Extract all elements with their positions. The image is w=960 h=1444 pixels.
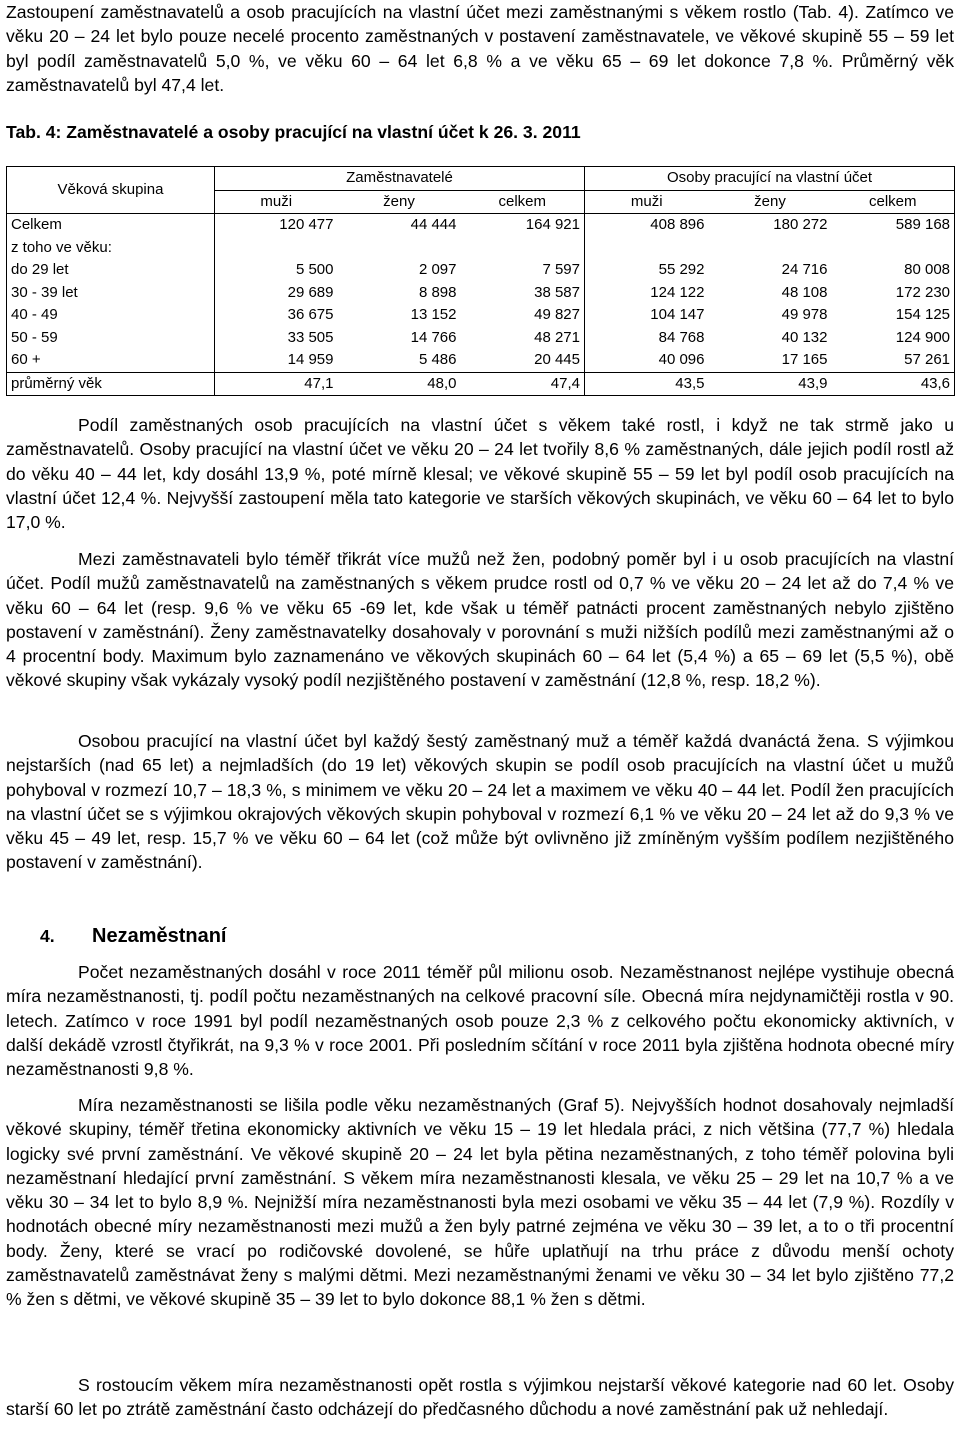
table-cell: 29 689 bbox=[287, 283, 334, 301]
table-cell: 408 896 bbox=[650, 216, 705, 234]
table-cell bbox=[215, 237, 338, 260]
table-cell: 120 477 bbox=[279, 216, 334, 234]
table-cell: 5 486 bbox=[418, 351, 457, 369]
table-cell: 124 122 bbox=[650, 283, 705, 301]
table-cell: 14 766 bbox=[410, 328, 457, 346]
table-cell: 84 768 bbox=[658, 328, 705, 346]
paragraph-gender-ratio: Mezi zaměstnavateli bylo téměř třikrát více mužů než žen, podobný poměr byl i u osob pracujících na vlastní účet. Podíl mužů zaměstnavatelů na zaměstnaných s věkem prudce rostl od 0,7 % ve věku 20 – 24 let až do 7,4 % ve věku 60 – 64 let (resp. 9,6 % ve věku 65 -69 let, kde však u téměř patnácti procent zaměstnaných nebylo zjištěno postavení v zaměstnání). Ženy zaměstnavatelky dosahovaly v porovnání s muži nižších podílů mezi zaměstnanými až o 4 procentní body. Maximum bylo zaznamenáno ve věkových skupinách 60 – 64 let (5,4 %) a 65 – 69 let (5,5 %), obě věkové skupiny však vykázaly vysoký podíl nezjištěného postavení v zaměstnání (12,8 %, resp. 18,2 %). bbox=[6, 549, 954, 691]
paragraph-self-employed: Podíl zaměstnaných osob pracujících na vlastní účet s věkem také rostl, i když ne tak strmě jako u zaměstnavatelů. Osoby pracující na vlastní účet ve věku 20 – 24 let tvořily 8,6 % zaměstnaných, dále jejich podíl rostl až do věku 40 – 44 let, kdy dosáhl 13,9 %, poté mírně klesal; ve věkové skupině 55 – 59 let byl podíl osob pracujících na vlastní účet 12,4 %. Nejvyšší zastoupení měla tato kategorie ve starších věkových skupinách, ve věku 60 – 64 let to bylo 17,0 %. bbox=[6, 415, 954, 533]
employers-table bbox=[6, 166, 955, 396]
table-cell: 43,9 bbox=[709, 372, 832, 396]
table-container bbox=[6, 166, 954, 396]
table-row bbox=[7, 372, 955, 396]
subheader-cell: celkem bbox=[461, 190, 585, 214]
table-cell: 57 261 bbox=[832, 349, 955, 372]
table-cell: 47,4 bbox=[461, 372, 585, 396]
table-row bbox=[7, 259, 955, 282]
section-number: 4. bbox=[40, 926, 55, 946]
table-cell: 13 152 bbox=[410, 306, 457, 324]
table-row bbox=[7, 237, 955, 260]
row-label: průměrný věk bbox=[7, 372, 215, 396]
row-label: 40 - 49 bbox=[7, 304, 215, 327]
intro-paragraph: Zastoupení zaměstnavatelů a osob pracujících na vlastní účet mezi zaměstnanými s věkem rostlo (Tab. 4). Zatímco ve věku 20 – 24 let bylo pouze necelé procento zaměstnaných v postavení zaměstnavatele, ve věkové skupině 55 – 59 let byl podíl zaměstnavatelů 5,0 %, ve věku 60 – 64 let 6,8 % a ve věku 65 – 69 let dokonce 7,8 %. Průměrný věk zaměstnavatelů byl 47,4 let. bbox=[6, 2, 954, 95]
table-cell: 49 978 bbox=[781, 306, 828, 324]
table-cell: 40 132 bbox=[781, 328, 828, 346]
table-cell: 154 125 bbox=[832, 304, 955, 327]
table-cell: 38 587 bbox=[461, 282, 585, 305]
table-cell bbox=[461, 237, 585, 260]
table-cell: 43,6 bbox=[832, 372, 955, 396]
subheader-cell: muži bbox=[585, 190, 709, 214]
subheader-cell: ženy bbox=[709, 190, 832, 214]
header-self-employed: Osoby pracující na vlastní účet bbox=[585, 167, 955, 191]
subheader-cell: muži bbox=[215, 190, 338, 214]
table-cell: 104 147 bbox=[650, 306, 705, 324]
table-cell: 172 230 bbox=[832, 282, 955, 305]
table-row bbox=[7, 282, 955, 305]
table-cell: 589 168 bbox=[832, 214, 955, 237]
row-label: do 29 let bbox=[7, 259, 215, 282]
table-cell: 8 898 bbox=[418, 283, 457, 301]
row-label: Celkem bbox=[7, 214, 215, 237]
table-cell: 2 097 bbox=[418, 261, 457, 279]
table-cell: 7 597 bbox=[461, 259, 585, 282]
table-cell: 20 445 bbox=[461, 349, 585, 372]
paragraph-unemployment-age: Míra nezaměstnanosti se lišila podle věku nezaměstnaných (Graf 5). Nejvyšších hodnot dosahovaly nejmladší věkové skupiny, téměř třetina ekonomicky aktivních ve věku 15 – 19 let hledala práci, z nich většina (77,7 %) hledala logicky své první zaměstnání. Ve věkové skupině 20 – 24 let byla pětina nezaměstnaných, z toho téměř polovina byli nezaměstnaní hledající první zaměstnání. S věkem míra nezaměstnanosti klesala, ve věku 25 – 29 let na 10,7 % a ve věku 30 – 34 let to bylo 8,9 %. Nejnižší míra nezaměstnanosti byla mezi osobami ve věku 35 – 44 let (7,9 %). Rozdíly v hodnotách obecné míry nezaměstnanosti mezi mužů a žen byly patrné zejména ve věku 30 – 39 let, a to o tři procentní body. Ženy, které se vrací po rodičovské dovolené, se hůře uplatňují na trhu práce z důvodu menší ochoty zaměstnavatelů zaměstnávat ženy s malými dětmi. Mezi nezaměstnanými ženami ve věku 30 – 34 let bylo zjištěno 77,2 % žen s dětmi, ve věkové skupině 35 – 39 let to bylo dokonce 88,1 % žen s dětmi. bbox=[6, 1095, 954, 1310]
table-cell bbox=[338, 237, 461, 260]
table-cell bbox=[709, 237, 832, 260]
header-age-group: Věková skupina bbox=[7, 167, 215, 214]
subheader-cell: celkem bbox=[832, 190, 955, 214]
table-cell: 164 921 bbox=[461, 214, 585, 237]
table-row bbox=[7, 349, 955, 372]
table-cell: 36 675 bbox=[287, 306, 334, 324]
table-cell: 17 165 bbox=[781, 351, 828, 369]
table-cell: 40 096 bbox=[658, 351, 705, 369]
row-label: 30 - 39 let bbox=[7, 282, 215, 305]
table-cell: 48 108 bbox=[781, 283, 828, 301]
table-cell: 180 272 bbox=[773, 216, 828, 234]
table-cell: 47,1 bbox=[215, 372, 338, 396]
table-cell: 43,5 bbox=[585, 372, 709, 396]
table-row bbox=[7, 304, 955, 327]
table-cell: 124 900 bbox=[832, 327, 955, 350]
section-title: Nezaměstnaní bbox=[92, 925, 227, 947]
table-cell: 33 505 bbox=[287, 328, 334, 346]
table-cell: 14 959 bbox=[287, 351, 334, 369]
table-cell bbox=[585, 237, 709, 260]
row-label: 50 - 59 bbox=[7, 327, 215, 350]
paragraph-unemployed-count: Počet nezaměstnaných dosáhl v roce 2011 téměř půl milionu osob. Nezaměstnanost nejlépe vystihuje obecná míra nezaměstnanosti, tj. podíl počtu nezaměstnaných na celkové pracovní síle. Obecná míra nejdynamičtěji rostla v 90. letech. Zatímco v roce 1991 byl podíl nezaměstnaných osob pouze 2,3 % z celkového počtu ekonomicky aktivních, v další dekádě vzrostl čtyřikrát, na 9,3 % v roce 2001. Při posledním sčítání v roce 2011 byla zjištěna hodnota obecné míry nezaměstnanosti 9,8 %. bbox=[6, 962, 954, 1080]
header-employers: Zaměstnavatelé bbox=[215, 167, 585, 191]
table-header-row-1 bbox=[7, 167, 955, 191]
paragraph-share-by-sex: Osobou pracující na vlastní účet byl každý šestý zaměstnaný muž a téměř každá dvanáctá žena. S výjimkou nejstarších (nad 65 let) a nejmladších (do 19 let) věkových skupin se podíl osob pracujících na vlastní účet u mužů pohyboval v rozmezí 10,7 – 18,3 %, s minimem ve věku 20 – 24 let a maximem ve věku 40 – 44 let. Podíl žen pracujících na vlastní účet se s výjimkou okrajových věkových skupin pohyboval v rozmezí 6,1 % ve věku 20 – 24 let až do 9,3 % ve věku 45 – 49 let, resp. 15,7 % ve věku 60 – 64 let (což může být ovlivněno již zmíněným vyšším podílem nezjištěného postavení v zaměstnání). bbox=[6, 731, 954, 873]
table-title: Tab. 4: Zaměstnavatelé a osoby pracující na vlastní účet k 26. 3. 2011 bbox=[6, 122, 581, 142]
table-cell bbox=[832, 237, 955, 260]
table-cell: 5 500 bbox=[295, 261, 334, 279]
table-cell: 80 008 bbox=[832, 259, 955, 282]
table-cell: 55 292 bbox=[658, 261, 705, 279]
table-body bbox=[7, 214, 955, 396]
row-label: 60 + bbox=[7, 349, 215, 372]
table-cell: 24 716 bbox=[781, 261, 828, 279]
table-row bbox=[7, 327, 955, 350]
section-heading bbox=[40, 922, 227, 950]
table-cell: 48,0 bbox=[338, 372, 461, 396]
table-row bbox=[7, 214, 955, 237]
table-cell: 48 271 bbox=[461, 327, 585, 350]
table-cell: 44 444 bbox=[410, 216, 457, 234]
row-label: z toho ve věku: bbox=[7, 237, 215, 260]
paragraph-older-unemployed: S rostoucím věkem míra nezaměstnanosti opět rostla s výjimkou nejstarší věkové kategorie nad 60 let. Osoby starší 60 let po ztrátě zaměstnání často odcházejí do předčasného důchodu a nové zaměstnání pak už nehledají. bbox=[6, 1375, 954, 1420]
subheader-cell: ženy bbox=[338, 190, 461, 214]
table-cell: 49 827 bbox=[461, 304, 585, 327]
